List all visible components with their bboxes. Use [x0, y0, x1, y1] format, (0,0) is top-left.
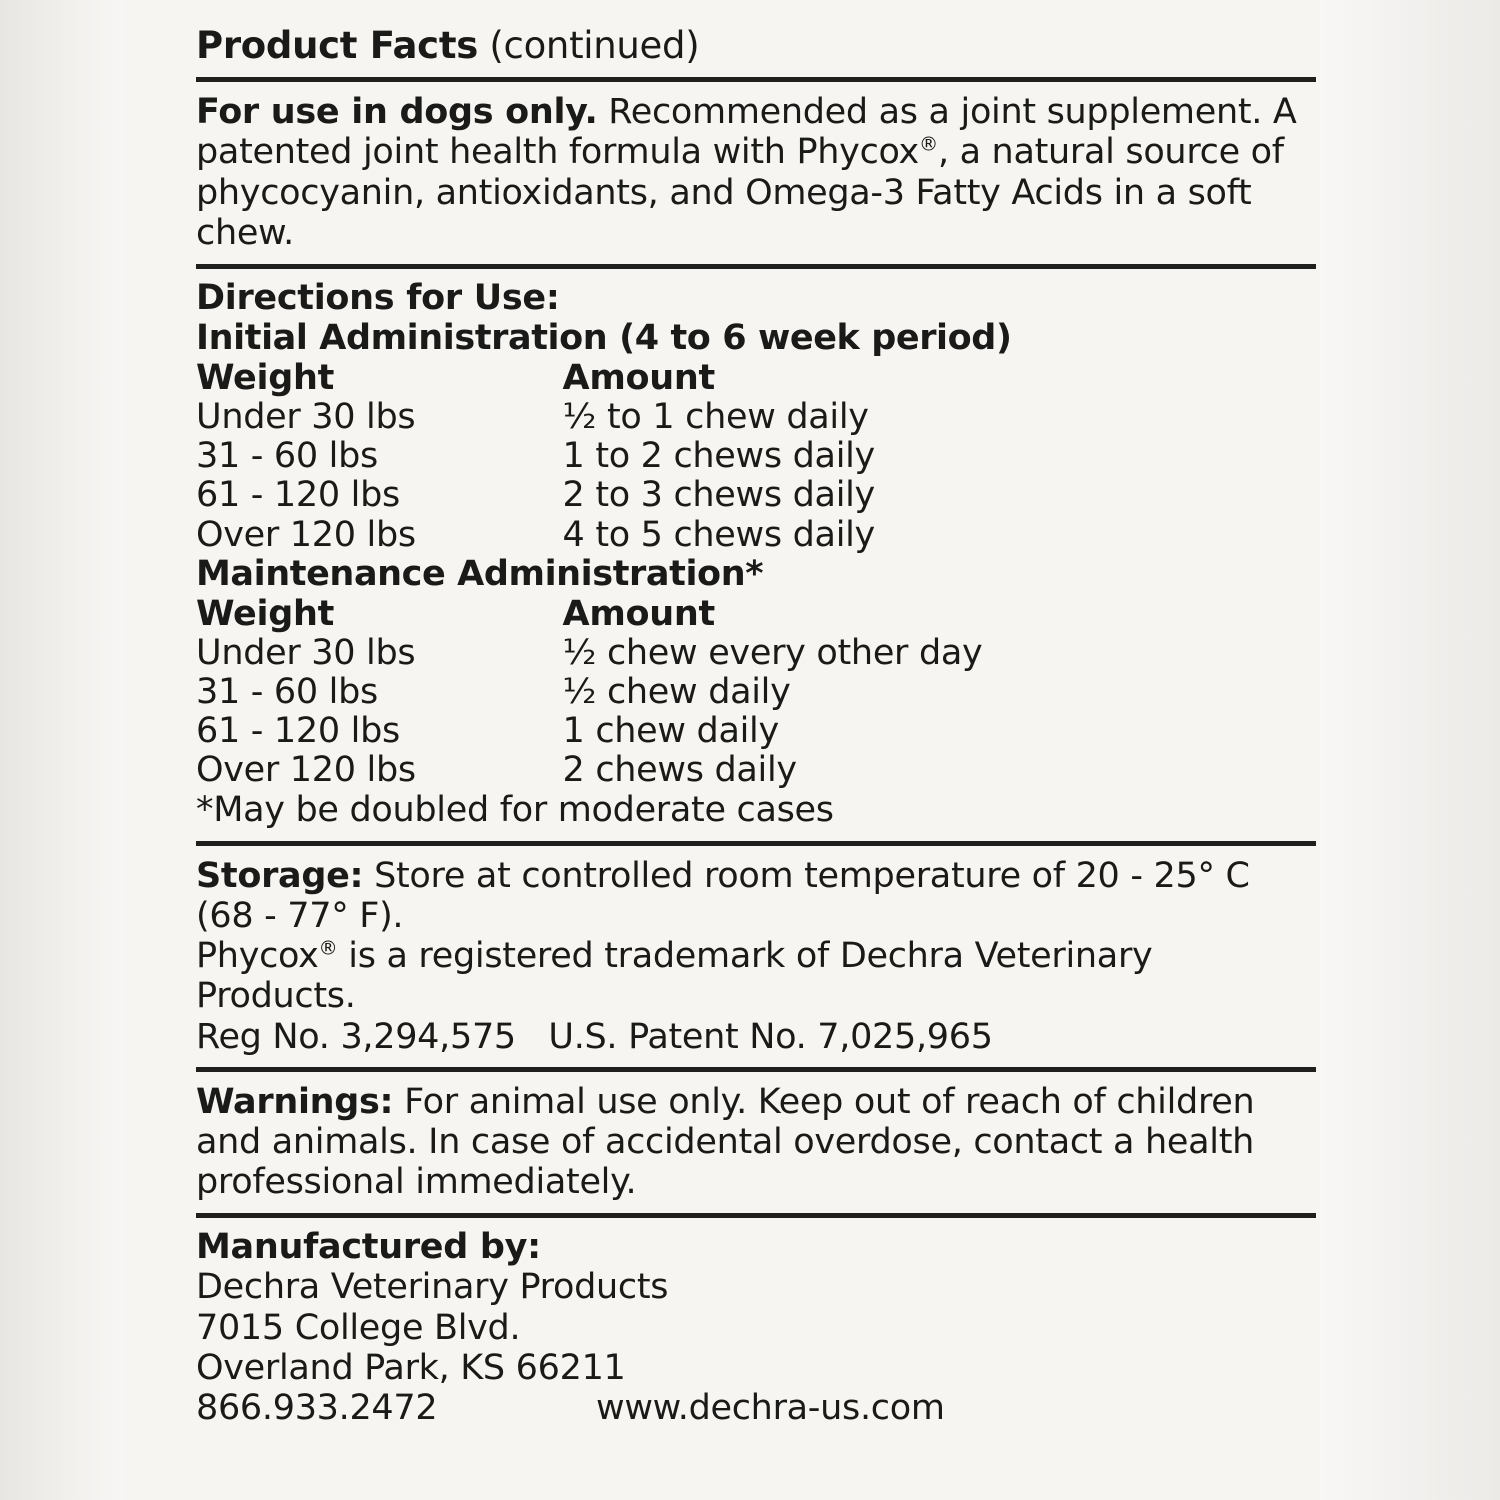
cell-weight: 31 - 60 lbs — [196, 672, 378, 713]
table-row — [196, 437, 1316, 476]
manufacturer-phone: 866.933.2472 — [196, 1388, 438, 1429]
registration-line — [196, 1017, 1316, 1057]
table-row — [196, 476, 1316, 515]
maintenance-administration-heading: Maintenance Administration* — [196, 553, 764, 594]
warnings-label: Warnings: — [196, 1081, 394, 1122]
cell-amount: 2 chews daily — [562, 750, 797, 791]
divider-after-directions — [196, 841, 1316, 846]
page-title-continued: (continued) — [477, 24, 700, 67]
table-row — [196, 634, 1316, 673]
intro-body-2: , a natural source of phycocyanin, antioxidants, and Omega-3 Fatty Acids in a soft chew. — [196, 132, 1284, 254]
manufacturer-heading: Manufactured by: — [196, 1226, 541, 1267]
divider-after-warnings — [196, 1213, 1316, 1218]
divider-after-intro — [196, 264, 1316, 269]
storage-label: Storage: — [196, 855, 364, 896]
trademark-statement — [196, 936, 1316, 1017]
warnings-section — [196, 1082, 1316, 1203]
divider-after-storage — [196, 1067, 1316, 1072]
manufacturer-contact-line — [196, 1388, 1316, 1428]
patent-number: U.S. Patent No. 7,025,965 — [548, 1016, 993, 1057]
cell-amount: 1 chew daily — [562, 711, 779, 752]
cell-amount: ½ to 1 chew daily — [562, 397, 869, 438]
table-header-row — [196, 595, 1316, 634]
table-row — [196, 673, 1316, 712]
trademark-text: is a registered trademark of Dechra Veterinary Products. — [196, 936, 1153, 1017]
trademark-name: Phycox — [196, 936, 319, 976]
registration-number: Reg No. 3,294,575 — [196, 1016, 516, 1057]
intro-lead: For use in dogs only. — [196, 91, 598, 132]
cell-amount: ½ chew every other day — [562, 632, 983, 673]
table-header-row — [196, 359, 1316, 398]
column-header-weight: Weight — [196, 357, 334, 398]
column-header-amount: Amount — [562, 593, 715, 634]
storage-section — [196, 856, 1316, 937]
cell-weight: 61 - 120 lbs — [196, 475, 400, 516]
registered-mark-icon: ® — [918, 132, 938, 156]
intro-body-1: Recommended as a joint supplement. A patented joint health formula with Phycox — [196, 91, 1297, 173]
cell-amount: 1 to 2 chews daily — [562, 436, 875, 477]
cell-weight: Over 120 lbs — [196, 750, 416, 791]
table-row — [196, 751, 1316, 790]
cell-weight: Under 30 lbs — [196, 397, 416, 438]
registered-mark-icon: ® — [318, 936, 338, 960]
cell-weight: 61 - 120 lbs — [196, 711, 400, 752]
cell-amount: 2 to 3 chews daily — [562, 475, 875, 516]
cell-weight: 31 - 60 lbs — [196, 436, 378, 477]
cell-amount: 4 to 5 chews daily — [562, 514, 875, 555]
paper-shading-right — [1320, 0, 1500, 1500]
table-row — [196, 712, 1316, 751]
column-header-amount: Amount — [562, 357, 715, 398]
storage-text: Store at controlled room temperature of 20 - 25° C (68 - 77° F). — [196, 855, 1250, 936]
manufacturer-city-state-zip: Overland Park, KS 66211 — [196, 1347, 626, 1388]
manufacturer-street: 7015 College Blvd. — [196, 1307, 521, 1348]
cell-weight: Over 120 lbs — [196, 514, 416, 555]
warnings-text: For animal use only. Keep out of reach of children and animals. In case of accidental overdose, contact a health professional immediately. — [196, 1081, 1255, 1203]
page-title-bold: Product Facts — [196, 24, 478, 67]
divider-after-title — [196, 77, 1316, 82]
table-row — [196, 516, 1316, 555]
directions-heading: Directions for Use: — [196, 278, 560, 319]
label-content — [196, 26, 1316, 1428]
column-header-weight: Weight — [196, 593, 334, 634]
intro-paragraph — [196, 92, 1316, 254]
initial-administration-heading: Initial Administration (4 to 6 week period) — [196, 317, 1012, 358]
cell-amount: ½ chew daily — [562, 672, 791, 713]
paper-shading-left — [0, 0, 125, 1500]
maintenance-footnote: *May be doubled for moderate cases — [196, 789, 834, 830]
initial-administration-table — [196, 359, 1316, 555]
cell-weight: Under 30 lbs — [196, 632, 416, 673]
page-title — [196, 26, 1316, 67]
manufacturer-name: Dechra Veterinary Products — [196, 1267, 669, 1308]
manufacturer-website: www.dechra-us.com — [596, 1388, 945, 1429]
maintenance-administration-table — [196, 595, 1316, 791]
table-row — [196, 398, 1316, 437]
